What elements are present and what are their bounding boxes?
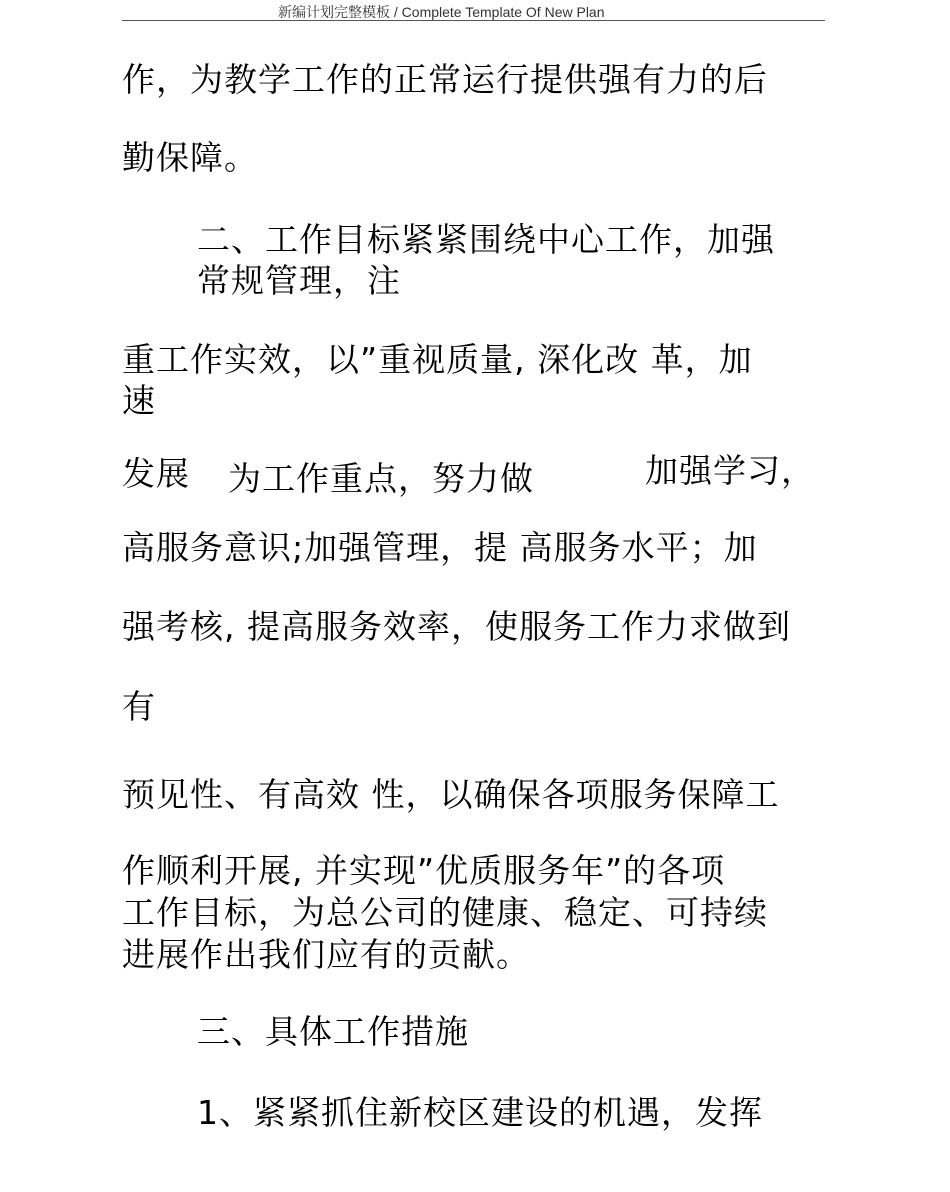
paragraph-line: 预见性、有高效 性，以确保各项服务保障工 <box>122 775 780 814</box>
paragraph-line: 强考核, 提高服务效率，使服务工作力求做到 <box>122 607 791 646</box>
paragraph-line: 勤保障。 <box>122 138 258 177</box>
paragraph-line: 作顺利开展, 并实现”优质服务年”的各项 <box>122 851 726 890</box>
list-item: 1、紧紧抓住新校区建设的机遇，发挥 <box>197 1093 763 1132</box>
text-fragment: 加强学习， <box>645 451 815 490</box>
paragraph-line: 进展作出我们应有的贡献。 <box>122 935 530 974</box>
paragraph-line: 工作目标，为总公司的健康、稳定、可持续 <box>122 893 768 932</box>
text-fragment: 发展 <box>122 454 190 493</box>
paragraph-line: 速 <box>122 381 156 420</box>
header-divider <box>122 20 825 21</box>
paragraph-line: 作，为教学工作的正常运行提供强有力的后 <box>122 60 768 99</box>
paragraph-line: 常规管理，注 <box>197 261 401 300</box>
page-header-title: 新编计划完整模板 / Complete Template Of New Plan <box>278 4 605 20</box>
section-heading-3: 三、具体工作措施 <box>197 1012 469 1051</box>
paragraph-line: 有 <box>122 687 156 726</box>
paragraph-line: 重工作实效，以”重视质量, 深化改 革，加 <box>122 340 753 379</box>
section-heading-2: 二、工作目标紧紧围绕中心工作，加强 <box>197 220 775 259</box>
text-fragment: 为工作重点，努力做 <box>228 459 534 498</box>
paragraph-line: 高服务意识;加强管理，提 高服务水平；加 <box>122 528 758 567</box>
